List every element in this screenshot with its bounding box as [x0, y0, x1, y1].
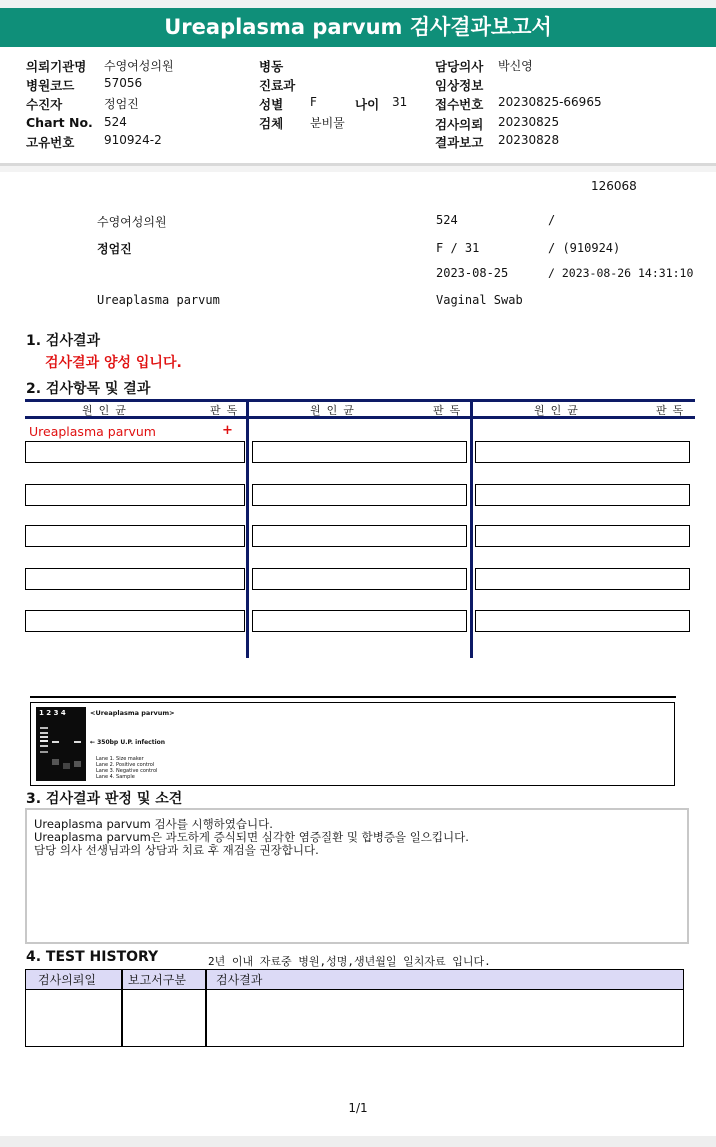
section-2-title: 2. 검사항목 및 결과 [26, 381, 151, 397]
result-cell-box [252, 568, 467, 590]
result-cell-box [252, 610, 467, 632]
gel-legend-3: Lane 3. Negative control [96, 768, 158, 774]
result-cell-box [475, 525, 690, 547]
info-label: 검체 [259, 116, 284, 131]
summary-id: / (910924) [548, 241, 621, 255]
col-header-judge: 판독 [433, 404, 467, 417]
info-department [259, 76, 295, 94]
info-value: 20230828 [498, 133, 560, 147]
info-value: 수영여성의원 [104, 59, 174, 73]
summary-test-name: Ureaplasma parvum [97, 293, 220, 307]
info-label: 접수번호 [435, 97, 484, 112]
gel-electrophoresis-image [36, 707, 86, 781]
info-value: 20230825-66965 [498, 95, 602, 109]
footer-band [0, 1136, 716, 1147]
report-title: Ureaplasma parvum 검사결과보고서 [0, 8, 716, 47]
info-label: 성별 [259, 97, 284, 112]
info-report-date [435, 133, 560, 151]
summary-chart: 524 [436, 213, 458, 227]
info-label: 임상정보 [435, 78, 484, 93]
summary-request-date: 2023-08-25 [436, 266, 509, 280]
section-3-title: 3. 검사결과 판정 및 소견 [26, 791, 183, 807]
info-label: Chart No. [26, 115, 93, 130]
col-header-pathogen: 원인균 [310, 404, 360, 417]
result-cell-box [25, 610, 245, 632]
info-ward [259, 57, 283, 75]
section-4-title: 4. TEST HISTORY [26, 949, 159, 965]
result-cell-box [25, 568, 245, 590]
info-doctor [435, 57, 533, 75]
history-col-result: 검사결과 [216, 973, 263, 987]
result-cell-box [252, 525, 467, 547]
section-1-title: 1. 검사결과 [26, 333, 101, 349]
info-label: 결과보고 [435, 135, 484, 150]
grid-column-divider [246, 399, 249, 658]
info-request-date [435, 115, 560, 133]
summary-specimen: Vaginal Swab [436, 293, 523, 307]
grid-column-divider [470, 399, 473, 658]
info-value: 정엄진 [104, 97, 139, 111]
history-col-divider [121, 970, 123, 1046]
info-specimen [259, 114, 345, 132]
result-cell-box [25, 441, 245, 463]
gel-bands-graphic [36, 707, 86, 781]
history-col-divider [205, 970, 207, 1046]
history-table [25, 969, 684, 1047]
result-cell-box [25, 484, 245, 506]
info-hospital-code [26, 76, 143, 94]
gel-lane-numbers: 1 2 3 4 [39, 709, 66, 717]
pathogen-result: + [222, 423, 233, 438]
col-header-judge: 판독 [656, 404, 690, 417]
info-value: 57056 [104, 76, 143, 90]
pathogen-name: Ureaplasma parvum [29, 424, 156, 439]
info-label: 검사의뢰 [435, 117, 484, 132]
gel-separator [30, 696, 676, 698]
result-cell-box [475, 610, 690, 632]
result-cell-box [252, 484, 467, 506]
opinion-line-3: 담당 의사 선생님과의 상담과 치료 후 재검을 권장합니다. [34, 843, 319, 857]
info-label: 진료과 [259, 78, 296, 93]
info-value: 910924-2 [104, 133, 162, 147]
info-value: 31 [392, 95, 408, 109]
col-header-pathogen: 원인균 [82, 404, 132, 417]
info-sex [259, 95, 317, 113]
result-cell-box [252, 441, 467, 463]
info-hospital [26, 57, 174, 75]
info-value: 분비물 [310, 116, 345, 130]
gel-band-label: ← 350bp U.P. infection [90, 739, 166, 746]
info-unique-id [26, 133, 162, 151]
page-number: 1/1 [348, 1101, 368, 1115]
info-patient [26, 95, 139, 113]
summary-patient: 정엄진 [97, 242, 132, 256]
opinion-line-2: Ureaplasma parvum은 과도하게 증식되면 심각한 염증질환 및 합병증을 일으킵니다. [34, 830, 469, 844]
summary-report-datetime: / 2023-08-26 14:31:10 [548, 266, 694, 280]
header-divider-shadow [0, 166, 716, 172]
gel-legend-2: Lane 2. Positive control [96, 762, 155, 768]
gel-legend-4: Lane 4. Sample [96, 774, 135, 780]
summary-slash: / [548, 213, 556, 227]
result-cell-box [475, 441, 690, 463]
info-chart-no [26, 115, 127, 130]
info-value: F [310, 95, 317, 109]
col-header-pathogen: 원인균 [534, 404, 584, 417]
info-label: 담당의사 [435, 59, 484, 74]
info-label: 병원코드 [26, 78, 75, 93]
info-age [355, 95, 408, 113]
history-note: 2년 이내 자료중 병원,성명,생년월일 일치자료 입니다. [208, 955, 491, 968]
info-value: 20230825 [498, 115, 560, 129]
col-header-judge: 판독 [210, 404, 244, 417]
opinion-line-1: Ureaplasma parvum 검사를 시행하였습니다. [34, 817, 273, 831]
summary-sex-age: F / 31 [436, 241, 480, 255]
info-label: 의뢰기관명 [26, 59, 87, 74]
info-label: 수진자 [26, 97, 63, 112]
result-summary: 검사결과 양성 입니다. [45, 355, 182, 371]
result-cell-box [475, 484, 690, 506]
info-label: 병동 [259, 59, 284, 74]
gel-legend-1: Lane 1. Size maker [96, 756, 144, 762]
result-cell-box [475, 568, 690, 590]
summary-code: 126068 [591, 179, 637, 193]
history-col-request-date: 검사의뢰일 [38, 973, 96, 987]
result-cell-box [25, 525, 245, 547]
info-value: 박신영 [498, 59, 533, 73]
info-value: 524 [104, 115, 127, 129]
info-label: 고유번호 [26, 135, 75, 150]
info-receipt-no [435, 95, 602, 113]
info-clinical [435, 76, 483, 94]
gel-title: <Ureaplasma parvum> [90, 709, 175, 717]
info-label: 나이 [355, 97, 380, 112]
header-fade [0, 0, 716, 8]
history-col-report-type: 보고서구분 [128, 973, 186, 987]
summary-hospital: 수영여성의원 [97, 215, 167, 229]
